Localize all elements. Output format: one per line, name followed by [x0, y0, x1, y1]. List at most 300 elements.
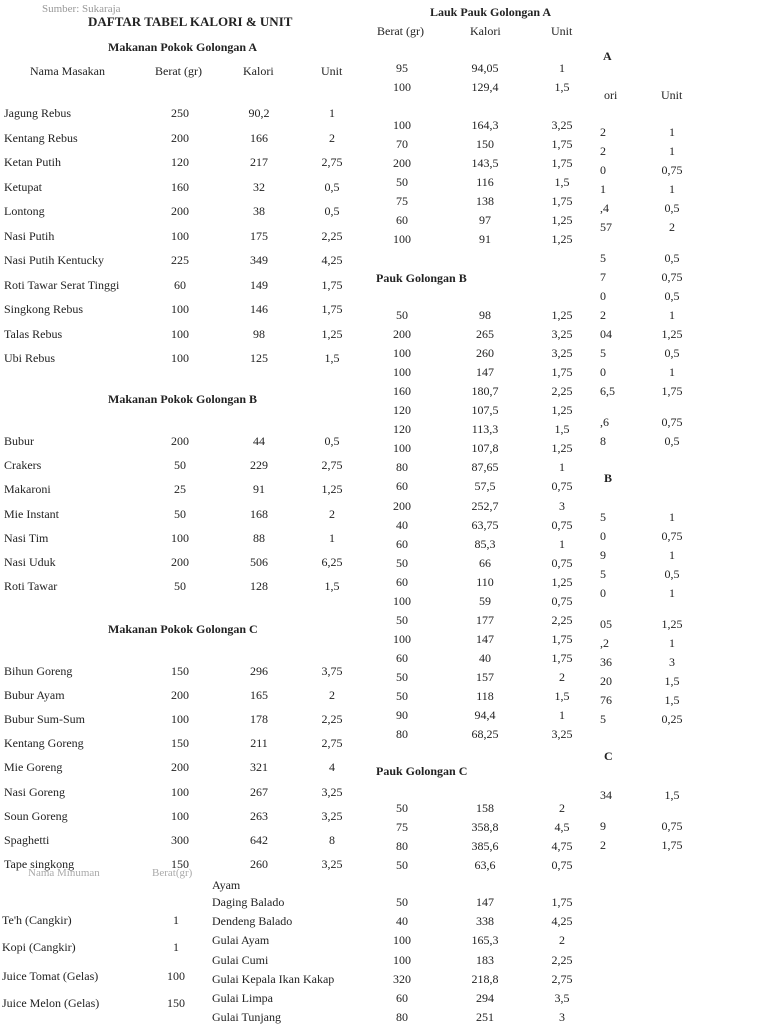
lauk-weight: 50 — [396, 175, 408, 189]
lauk-weight: 50 — [396, 308, 408, 322]
third-calorie: 0 — [600, 586, 606, 600]
third-unit: 1 — [669, 144, 675, 158]
lauk-calorie: 63,6 — [474, 858, 496, 872]
food-name: Makaroni — [4, 482, 51, 496]
lauk-name: Gulai Cumi — [212, 953, 269, 967]
food-weight: 200 — [171, 434, 189, 448]
food-unit: 0,5 — [324, 434, 340, 448]
drink-weight: 100 — [167, 969, 185, 983]
food-name: Nasi Tim — [4, 531, 49, 545]
drink-weight: 1 — [173, 940, 179, 954]
lauk-unit: 1,5 — [554, 80, 570, 94]
drink-name: Te'h (Cangkir) — [2, 913, 72, 927]
third-unit: 2 — [669, 220, 675, 234]
food-name: Crakers — [4, 458, 42, 472]
food-unit: 3,25 — [321, 785, 343, 799]
food-calorie: 260 — [250, 857, 268, 871]
header-fragment: Sumber: Sukaraja — [42, 3, 121, 15]
lauk-unit: 1 — [559, 460, 565, 474]
lauk-unit: 1,25 — [551, 403, 573, 417]
lauk-unit: 2,25 — [551, 953, 573, 967]
food-name: Kentang Goreng — [4, 736, 84, 750]
lauk-calorie: 260 — [476, 346, 494, 360]
lauk-weight: 100 — [393, 594, 411, 608]
lauk-unit: 2 — [559, 670, 565, 684]
lauk-weight: 50 — [396, 689, 408, 703]
third-unit: 0,25 — [661, 712, 683, 726]
third-calorie: ,4 — [600, 201, 609, 215]
lauk-unit: 1,25 — [551, 232, 573, 246]
third-unit: 1 — [669, 308, 675, 322]
food-unit: 2 — [329, 507, 335, 521]
third-calorie: 05 — [600, 617, 612, 631]
lauk-unit: 2 — [559, 933, 565, 947]
third-unit: 1 — [669, 636, 675, 650]
food-name: Ketan Putih — [4, 155, 61, 169]
lauk-weight: 120 — [393, 422, 411, 436]
lauk-col-header-weight: Berat (gr) — [377, 24, 424, 38]
lauk-weight: 100 — [393, 953, 411, 967]
food-weight: 100 — [171, 809, 189, 823]
third-unit: 1,25 — [661, 327, 683, 341]
lauk-calorie: 138 — [476, 194, 494, 208]
lauk-weight: 100 — [393, 346, 411, 360]
food-weight: 50 — [174, 458, 186, 472]
third-unit: 1,25 — [661, 617, 683, 631]
food-weight: 100 — [171, 229, 189, 243]
third-heading-c: C — [604, 749, 613, 763]
lauk-unit: 2,25 — [551, 384, 573, 398]
food-unit: 4,25 — [321, 253, 343, 267]
food-calorie: 165 — [250, 688, 268, 702]
lauk-weight: 50 — [396, 801, 408, 815]
lauk-name: Gulai Kepala Ikan Kakap — [212, 972, 335, 986]
third-heading-b: B — [604, 471, 613, 485]
lauk-weight: 50 — [396, 556, 408, 570]
lauk-unit: 1,75 — [551, 137, 573, 151]
lauk-unit: 3,25 — [551, 118, 573, 132]
third-calorie: 5 — [600, 712, 606, 726]
lauk-calorie: 164,3 — [471, 118, 499, 132]
food-weight: 100 — [171, 351, 189, 365]
lauk-unit: 4,75 — [551, 839, 573, 853]
third-unit: 0,5 — [664, 251, 680, 265]
third-calorie: 5 — [600, 251, 606, 265]
lauk-weight: 200 — [393, 327, 411, 341]
food-unit: 1,75 — [321, 302, 343, 316]
food-weight: 200 — [171, 555, 189, 569]
food-name: Spaghetti — [4, 833, 50, 847]
lauk-weight: 100 — [393, 441, 411, 455]
lauk-calorie: 180,7 — [471, 384, 499, 398]
col-header-weight: Berat (gr) — [155, 64, 202, 78]
third-unit: 1 — [669, 586, 675, 600]
lauk-weight: 200 — [393, 156, 411, 170]
third-calorie: 2 — [600, 144, 606, 158]
third-unit: 1 — [669, 182, 675, 196]
food-calorie: 149 — [250, 278, 268, 292]
lauk-calorie: 68,25 — [471, 727, 499, 741]
food-calorie: 38 — [253, 204, 265, 218]
lauk-calorie: 98 — [479, 308, 491, 322]
food-calorie: 321 — [250, 760, 268, 774]
food-name: Nasi Goreng — [4, 785, 65, 799]
lauk-calorie: 63,75 — [471, 518, 499, 532]
lauk-name: Gulai Tunjang — [212, 1010, 282, 1024]
food-calorie: 168 — [250, 507, 268, 521]
lauk-calorie: 147 — [476, 365, 494, 379]
food-weight: 100 — [171, 327, 189, 341]
third-calorie: 34 — [600, 788, 612, 802]
food-name: Bubur Sum-Sum — [4, 712, 86, 726]
minuman-ghost-weight: Berat(gr) — [152, 867, 193, 879]
lauk-weight: 80 — [396, 460, 408, 474]
lauk-calorie: 150 — [476, 137, 494, 151]
food-calorie: 267 — [250, 785, 268, 799]
third-unit: 0,5 — [664, 346, 680, 360]
lauk-calorie: 251 — [476, 1010, 494, 1024]
drink-weight: 1 — [173, 913, 179, 927]
food-calorie: 175 — [250, 229, 268, 243]
lauk-calorie: 118 — [476, 689, 494, 703]
lauk-unit: 3,25 — [551, 327, 573, 341]
lauk-weight: 100 — [393, 632, 411, 646]
food-name: Nasi Putih Kentucky — [4, 253, 104, 267]
lauk-weight: 95 — [396, 61, 408, 75]
lauk-unit: 1,5 — [554, 175, 570, 189]
lauk-unit: 0,75 — [551, 858, 573, 872]
lauk-unit: 2 — [559, 801, 565, 815]
third-calorie: ,6 — [600, 415, 609, 429]
third-unit: 1 — [669, 125, 675, 139]
third-calorie: 57 — [600, 220, 612, 234]
food-calorie: 88 — [253, 531, 265, 545]
food-unit: 4 — [329, 760, 335, 774]
food-weight: 300 — [171, 833, 189, 847]
lauk-weight: 50 — [396, 613, 408, 627]
food-calorie: 91 — [253, 482, 265, 496]
section-heading-pokok-b: Makanan Pokok Golongan B — [108, 392, 258, 406]
lauk-col-header-calorie: Kalori — [470, 24, 501, 38]
lauk-calorie: 113,3 — [471, 422, 499, 436]
lauk-calorie: 57,5 — [474, 479, 496, 493]
food-unit: 8 — [329, 833, 335, 847]
third-calorie: 1 — [600, 182, 606, 196]
third-col-header-calorie: ori — [604, 88, 618, 102]
third-unit: 0,75 — [661, 270, 683, 284]
lauk-unit: 1,5 — [554, 689, 570, 703]
lauk-calorie: 107,8 — [471, 441, 499, 455]
lauk-calorie: 107,5 — [471, 403, 499, 417]
third-calorie: 6,5 — [600, 384, 615, 398]
lauk-weight: 100 — [393, 933, 411, 947]
food-weight: 120 — [171, 155, 189, 169]
food-unit: 6,25 — [321, 555, 343, 569]
food-unit: 1,5 — [324, 579, 340, 593]
lauk-weight: 60 — [396, 479, 408, 493]
food-unit: 3,25 — [321, 809, 343, 823]
lauk-weight: 120 — [393, 403, 411, 417]
third-unit: 0,75 — [661, 415, 683, 429]
lauk-calorie: 338 — [476, 914, 494, 928]
lauk-calorie: 177 — [476, 613, 494, 627]
food-name: Talas Rebus — [4, 327, 63, 341]
third-calorie: 0 — [600, 289, 606, 303]
food-calorie: 178 — [250, 712, 268, 726]
lauk-calorie: 385,6 — [471, 839, 499, 853]
lauk-c2-top-fragment: Ayam — [212, 878, 241, 892]
third-unit: 0,75 — [661, 163, 683, 177]
food-calorie: 128 — [250, 579, 268, 593]
third-calorie: 0 — [600, 365, 606, 379]
food-unit: 0,5 — [324, 204, 340, 218]
third-unit: 1,5 — [664, 693, 680, 707]
lauk-unit: 1,25 — [551, 441, 573, 455]
lauk-calorie: 183 — [476, 953, 494, 967]
food-name: Ubi Rebus — [4, 351, 55, 365]
third-calorie: 04 — [600, 327, 612, 341]
food-weight: 250 — [171, 106, 189, 120]
food-weight: 200 — [171, 760, 189, 774]
food-unit: 3,25 — [321, 857, 343, 871]
food-unit: 1 — [329, 106, 335, 120]
food-calorie: 296 — [250, 664, 268, 678]
food-unit: 1,25 — [321, 327, 343, 341]
food-unit: 2,75 — [321, 458, 343, 472]
food-weight: 200 — [171, 204, 189, 218]
lauk-unit: 3 — [559, 499, 565, 513]
food-weight: 100 — [171, 302, 189, 316]
drink-name: Juice Melon (Gelas) — [2, 996, 100, 1010]
lauk-unit: 3,25 — [551, 346, 573, 360]
lauk-unit: 0,75 — [551, 479, 573, 493]
lauk-calorie: 110 — [476, 575, 494, 589]
lauk-calorie: 294 — [476, 991, 494, 1005]
food-name: Soun Goreng — [4, 809, 68, 823]
food-unit: 3,75 — [321, 664, 343, 678]
food-name: Mie Goreng — [4, 760, 63, 774]
minuman-ghost-name: Nama Minuman — [28, 867, 100, 879]
third-calorie: 5 — [600, 346, 606, 360]
third-calorie: 2 — [600, 125, 606, 139]
lauk-weight: 60 — [396, 575, 408, 589]
section-heading-pokok-a: Makanan Pokok Golongan A — [108, 40, 258, 54]
third-unit: 0,5 — [664, 567, 680, 581]
lauk-calorie: 252,7 — [471, 499, 499, 513]
lauk-unit: 2,75 — [551, 972, 573, 986]
food-name: Roti Tawar — [4, 579, 58, 593]
lauk-unit: 1,5 — [554, 422, 570, 436]
third-calorie: 9 — [600, 548, 606, 562]
third-calorie: 5 — [600, 567, 606, 581]
food-calorie: 44 — [253, 434, 265, 448]
third-unit: 1 — [669, 510, 675, 524]
lauk-calorie: 157 — [476, 670, 494, 684]
food-calorie: 263 — [250, 809, 268, 823]
lauk-calorie: 94,4 — [474, 708, 496, 722]
food-name: Ketupat — [4, 180, 42, 194]
food-calorie: 229 — [250, 458, 268, 472]
food-weight: 100 — [171, 531, 189, 545]
third-calorie: 7 — [600, 270, 606, 284]
food-name: Bubur — [4, 434, 34, 448]
lauk-name: Gulai Limpa — [212, 991, 273, 1005]
lauk-unit: 1 — [559, 537, 565, 551]
third-calorie: 76 — [600, 693, 612, 707]
food-calorie: 166 — [250, 131, 268, 145]
third-unit: 0,5 — [664, 201, 680, 215]
food-name: Bihun Goreng — [4, 664, 73, 678]
food-name: Tape singkong — [4, 857, 75, 871]
lauk-weight: 40 — [396, 518, 408, 532]
lauk-unit: 3 — [559, 1010, 565, 1024]
food-unit: 2,75 — [321, 155, 343, 169]
lauk-name: Gulai Ayam — [212, 933, 270, 947]
third-calorie: 2 — [600, 838, 606, 852]
third-calorie: 36 — [600, 655, 612, 669]
lauk-calorie: 116 — [476, 175, 494, 189]
third-unit: 0,75 — [661, 529, 683, 543]
lauk-col-header-unit: Unit — [551, 24, 573, 38]
lauk-weight: 100 — [393, 365, 411, 379]
food-weight: 160 — [171, 180, 189, 194]
lauk-name: Daging Balado — [212, 895, 285, 909]
lauk-unit: 1,25 — [551, 308, 573, 322]
lauk-weight: 40 — [396, 914, 408, 928]
lauk-unit: 1,75 — [551, 651, 573, 665]
lauk-calorie: 97 — [479, 213, 491, 227]
third-unit: 1,75 — [661, 838, 683, 852]
food-name: Nasi Putih — [4, 229, 55, 243]
lauk-weight: 80 — [396, 1010, 408, 1024]
food-calorie: 98 — [253, 327, 265, 341]
food-unit: 1 — [329, 531, 335, 545]
drink-name: Juice Tomat (Gelas) — [2, 969, 99, 983]
lauk-calorie: 85,3 — [474, 537, 496, 551]
lauk-weight: 80 — [396, 727, 408, 741]
food-unit: 2,25 — [321, 229, 343, 243]
drink-name: Kopi (Cangkir) — [2, 940, 76, 954]
food-unit: 2 — [329, 131, 335, 145]
food-weight: 60 — [174, 278, 186, 292]
lauk-weight: 60 — [396, 991, 408, 1005]
food-weight: 200 — [171, 688, 189, 702]
food-name: Mie Instant — [4, 507, 59, 521]
lauk-calorie: 143,5 — [471, 156, 499, 170]
food-calorie: 642 — [250, 833, 268, 847]
food-weight: 50 — [174, 579, 186, 593]
food-unit: 0,5 — [324, 180, 340, 194]
third-unit: 0,5 — [664, 289, 680, 303]
lauk-calorie: 358,8 — [471, 820, 499, 834]
lauk-calorie: 87,65 — [471, 460, 499, 474]
food-name: Jagung Rebus — [4, 106, 71, 120]
lauk-name: Dendeng Balado — [212, 914, 293, 928]
food-unit: 2,25 — [321, 712, 343, 726]
food-name: Bubur Ayam — [4, 688, 65, 702]
third-unit: 1,5 — [664, 788, 680, 802]
lauk-calorie: 158 — [476, 801, 494, 815]
food-name: Lontong — [4, 204, 45, 218]
lauk-calorie: 165,3 — [471, 933, 499, 947]
food-calorie: 32 — [253, 180, 265, 194]
third-calorie: 2 — [600, 308, 606, 322]
food-unit: 2 — [329, 688, 335, 702]
lauk-weight: 80 — [396, 839, 408, 853]
lauk-calorie: 94,05 — [471, 61, 499, 75]
section-heading-pokok-c: Makanan Pokok Golongan C — [108, 622, 258, 636]
lauk-calorie: 147 — [476, 632, 494, 646]
lauk-unit: 1,75 — [551, 365, 573, 379]
lauk-weight: 100 — [393, 232, 411, 246]
lauk-unit: 1,75 — [551, 156, 573, 170]
food-calorie: 90,2 — [248, 106, 270, 120]
lauk-unit: 1,25 — [551, 213, 573, 227]
col-header-calorie: Kalori — [243, 64, 274, 78]
lauk-calorie: 218,8 — [471, 972, 499, 986]
col-header-unit: Unit — [321, 64, 343, 78]
lauk-weight: 75 — [396, 194, 408, 208]
lauk-weight: 60 — [396, 651, 408, 665]
lauk-weight: 100 — [393, 80, 411, 94]
lauk-calorie: 59 — [479, 594, 491, 608]
lauk-weight: 70 — [396, 137, 408, 151]
lauk-weight: 50 — [396, 895, 408, 909]
third-col-header-unit: Unit — [661, 88, 683, 102]
lauk-unit: 2,25 — [551, 613, 573, 627]
third-unit: 0,5 — [664, 434, 680, 448]
lauk-unit: 0,75 — [551, 594, 573, 608]
food-name: Kentang Rebus — [4, 131, 78, 145]
page-title: DAFTAR TABEL KALORI & UNIT — [88, 14, 293, 29]
food-weight: 200 — [171, 131, 189, 145]
food-weight: 225 — [171, 253, 189, 267]
lauk-weight: 50 — [396, 670, 408, 684]
lauk-unit: 3,5 — [554, 991, 570, 1005]
food-weight: 50 — [174, 507, 186, 521]
lauk-weight: 90 — [396, 708, 408, 722]
food-weight: 100 — [171, 785, 189, 799]
food-calorie: 211 — [250, 736, 268, 750]
lauk-calorie: 129,4 — [471, 80, 499, 94]
third-calorie: 20 — [600, 674, 612, 688]
food-calorie: 217 — [250, 155, 268, 169]
lauk-weight: 60 — [396, 213, 408, 227]
food-weight: 100 — [171, 712, 189, 726]
food-unit: 1,25 — [321, 482, 343, 496]
lauk-calorie: 91 — [479, 232, 491, 246]
col-header-name: Nama Masakan — [30, 64, 105, 78]
food-calorie: 506 — [250, 555, 268, 569]
third-unit: 1,75 — [661, 384, 683, 398]
third-calorie: 0 — [600, 163, 606, 177]
food-name: Nasi Uduk — [4, 555, 56, 569]
third-unit: 1 — [669, 365, 675, 379]
lauk-calorie: 147 — [476, 895, 494, 909]
lauk-unit: 1,75 — [551, 194, 573, 208]
lauk-weight: 320 — [393, 972, 411, 986]
lauk-unit: 1,25 — [551, 575, 573, 589]
section-heading-lauk-c: Pauk Golongan C — [376, 764, 468, 778]
third-calorie: 5 — [600, 510, 606, 524]
lauk-unit: 4,5 — [554, 820, 570, 834]
third-unit: 0,75 — [661, 819, 683, 833]
lauk-unit: 1,75 — [551, 632, 573, 646]
lauk-calorie: 265 — [476, 327, 494, 341]
food-weight: 25 — [174, 482, 186, 496]
lauk-weight: 75 — [396, 820, 408, 834]
lauk-unit: 0,75 — [551, 518, 573, 532]
